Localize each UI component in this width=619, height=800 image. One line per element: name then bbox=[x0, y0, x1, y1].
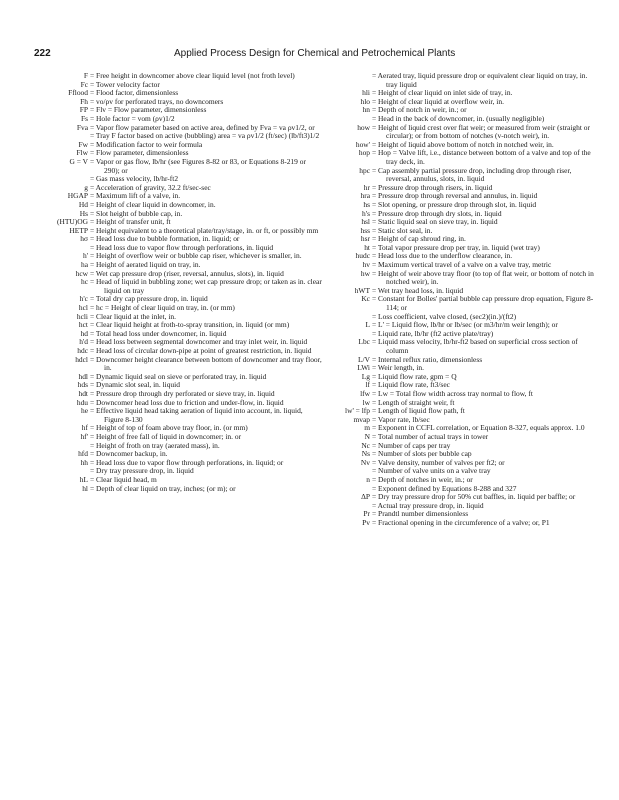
definition: = Liquid rate, lb/hr (ft2 active plate/tray) bbox=[372, 328, 494, 338]
definition: = Downcomer backup, in. bbox=[90, 449, 168, 459]
symbol: Fw bbox=[78, 139, 88, 149]
nomenclature-entry bbox=[326, 72, 596, 89]
symbol: Fva bbox=[76, 122, 88, 132]
symbol: Fs bbox=[80, 113, 88, 123]
symbol: h'd bbox=[79, 337, 88, 347]
definition: = Exponent in CCFL correlation, or Equation 8-327, equals approx. 1.0 bbox=[372, 423, 585, 433]
symbol: hWT bbox=[354, 285, 370, 295]
definition: = Head loss due to vapor flow through perforations, in. liquid bbox=[90, 242, 274, 252]
definition: = Liquid flow rate, gpm = Q bbox=[372, 371, 457, 381]
symbol: HGAP bbox=[67, 191, 88, 201]
definition: = Tray F factor based on active (bubbling) area = va ρv1/2 (ft/sec) (lb/ft3)1/2 bbox=[90, 131, 320, 141]
definition: = Depth of clear liquid on tray, inches; (or m); or bbox=[90, 483, 236, 493]
symbol: Pr bbox=[363, 509, 370, 519]
symbol: N bbox=[364, 431, 370, 441]
symbol: hcl bbox=[78, 303, 88, 313]
symbol: hl bbox=[82, 483, 88, 493]
symbol bbox=[30, 175, 90, 184]
definition: = Flood factor, dimensionless bbox=[90, 88, 179, 98]
symbol: LWi bbox=[357, 363, 370, 373]
definition: = Gas mass velocity, lb/hr-ft2 bbox=[90, 174, 179, 184]
symbol: hdl bbox=[78, 371, 88, 381]
symbol: hra bbox=[360, 191, 370, 201]
definition: = Hole factor = vom (ρv)1/2 bbox=[90, 113, 175, 123]
symbol: m bbox=[364, 423, 370, 433]
nomenclature-entry bbox=[326, 519, 596, 528]
symbol: lw bbox=[362, 397, 370, 407]
definition: = hc = Height of clear liquid on tray, in. (or mm) bbox=[90, 303, 235, 313]
definition: = Height of cap shroud ring, in. bbox=[372, 234, 466, 244]
definition: = Tower velocity factor bbox=[90, 79, 160, 89]
definition: = Head loss due to the underflow clearance, in. bbox=[372, 251, 513, 261]
definition: = Fractional opening in the circumference of a valve; or, P1 bbox=[372, 517, 550, 527]
definition: = Flv = Flow parameter, dimensionless bbox=[90, 105, 207, 115]
right-column bbox=[326, 72, 596, 527]
running-title: Applied Process Design for Chemical and Petrochemical Plants bbox=[174, 48, 456, 59]
symbol: hc bbox=[80, 277, 88, 287]
definition: = Head loss between segmental downcomer and tray inlet weir, in. liquid bbox=[90, 337, 308, 347]
definition: = Prandtl number dimensionless bbox=[372, 509, 469, 519]
definition: = Wet cap pressure drop (riser, reversal, annulus, slots), in. liquid bbox=[90, 268, 284, 278]
definition: = Head loss due to bubble formation, in. liquid; or bbox=[90, 234, 240, 244]
definition: = Height of clear liquid in downcomer, in. bbox=[90, 199, 216, 209]
definition: = Dry tray pressure drop for 50% cut baffles, in. liquid per baffle; or bbox=[372, 492, 576, 502]
symbol: hlo bbox=[360, 96, 370, 106]
symbol: lw' = lfp bbox=[345, 406, 370, 416]
definition: = Static liquid seal on sieve tray, in. liquid bbox=[372, 217, 498, 227]
definition: = Height of aerated liquid on tray, in. bbox=[90, 260, 201, 270]
symbol: Kc bbox=[361, 294, 370, 304]
nomenclature-entry bbox=[326, 295, 596, 312]
definition: = Acceleration of gravity, 32.2 ft/sec-sec bbox=[90, 182, 211, 192]
symbol: lfw bbox=[360, 388, 370, 398]
symbol: ΔP bbox=[361, 492, 370, 502]
symbol: Fc bbox=[80, 79, 88, 89]
page-number: 222 bbox=[34, 48, 51, 59]
definition: = Height equivalent to a theoretical plate/tray/stage, in. or ft, or possibly mm bbox=[90, 225, 319, 235]
definition: = Actual tray pressure drop, in. liquid bbox=[372, 500, 484, 510]
definition: = Hop = Valve lift, i.e., distance between bottom of a valve and top of the tray deck, in. bbox=[372, 148, 591, 166]
symbol: how' bbox=[355, 139, 370, 149]
symbol bbox=[30, 244, 90, 253]
nomenclature-entry bbox=[30, 467, 322, 476]
symbol: Nc bbox=[361, 440, 370, 450]
definition: = Height of clear liquid on inlet side of tray, in. bbox=[372, 88, 513, 98]
symbol: Lbc bbox=[358, 337, 370, 347]
symbol: Hd bbox=[78, 199, 88, 209]
symbol: hsl bbox=[361, 217, 370, 227]
symbol: how bbox=[357, 122, 370, 132]
symbol: hss bbox=[360, 225, 370, 235]
symbol: hfd bbox=[78, 449, 88, 459]
nomenclature-entry bbox=[30, 278, 322, 295]
symbol: Fh bbox=[80, 96, 88, 106]
definition: = Valve density, number of valves per ft2; or bbox=[372, 457, 505, 467]
symbol bbox=[326, 72, 372, 89]
symbol: hv bbox=[362, 260, 370, 270]
definition: = Height of transfer unit, ft bbox=[90, 217, 171, 227]
definition: = Dry tray pressure drop, in. liquid bbox=[90, 466, 194, 476]
definition: = Vapor flow parameter based on active area, defined by Fva = va ρv1/2, or bbox=[90, 122, 315, 132]
definition: = Vapor or gas flow, lb/hr (see Figures 8-82 or 83, or Equations 8-219 or 290); or bbox=[90, 156, 306, 175]
symbol: hcw bbox=[75, 268, 88, 278]
symbol: L/V bbox=[358, 354, 370, 364]
definition: = Height of liquid crest over flat weir; or measured from weir (straight or circular); or from bottom of notches (v-notch weir), in. bbox=[372, 122, 590, 141]
nomenclature-entry bbox=[30, 304, 322, 313]
definition: = Internal reflux ratio, dimensionless bbox=[372, 354, 483, 364]
definition: = Clear liquid height at froth-to-spray transition, in. liquid (or mm) bbox=[90, 320, 290, 330]
symbol: mvap bbox=[353, 414, 370, 424]
symbol: hs bbox=[363, 199, 370, 209]
symbol: hudc bbox=[355, 251, 370, 261]
symbol: h's bbox=[362, 208, 370, 218]
definition: = Maximum vertical travel of a valve on a valve tray, metric bbox=[372, 260, 552, 270]
symbol: h' bbox=[82, 251, 88, 261]
definition: = Pressure drop through dry slots, in. liquid bbox=[372, 208, 502, 218]
symbol: Hs bbox=[79, 208, 88, 218]
definition: = Length of liquid flow path, ft bbox=[372, 406, 465, 416]
symbol: hdu bbox=[76, 397, 88, 407]
nomenclature-entry bbox=[30, 407, 322, 424]
definition: = Pressure drop through reversal and annulus, in. liquid bbox=[372, 191, 538, 201]
left-column bbox=[30, 72, 322, 493]
symbol bbox=[326, 467, 372, 476]
definition: = Effective liquid head taking aeration of liquid into account, in. liquid, Figure 8-130 bbox=[90, 406, 303, 424]
definition: = Constant for Bolles' partial bubble cap pressure drop equation, Figure 8-114; or bbox=[372, 294, 594, 313]
symbol: HETP bbox=[69, 225, 88, 235]
definition: = Downcomer height clearance between bottom of downcomer and tray floor, in. bbox=[90, 354, 322, 373]
symbol: hr bbox=[363, 182, 370, 192]
symbol: L bbox=[365, 320, 370, 330]
symbol: h'c bbox=[79, 294, 88, 304]
definition: = Dynamic liquid seal on sieve or perforated tray, in. liquid bbox=[90, 371, 267, 381]
definition: = L' = Liquid flow, lb/hr or lb/sec (or m3/hr/m weir length); or bbox=[372, 320, 558, 330]
definition: = Flow parameter, dimensionless bbox=[90, 148, 189, 158]
symbol: hw bbox=[360, 268, 370, 278]
definition: = Height of froth on tray (aerated mass), in. bbox=[90, 440, 220, 450]
definition: = Depth of notches in weir, in.; or bbox=[372, 474, 473, 484]
symbol: hn bbox=[362, 105, 370, 115]
definition: = Number of valve units on a valve tray bbox=[372, 466, 491, 476]
nomenclature-entry bbox=[30, 72, 322, 81]
definition: = Height of liquid above bottom of notch in notched weir, in. bbox=[372, 139, 554, 149]
symbol: (HTU)OG bbox=[57, 217, 88, 227]
definition: = Head loss of circular down-pipe at point of greatest restriction, in. liquid bbox=[90, 346, 312, 355]
definition: = Number of slots per bubble cap bbox=[372, 449, 472, 459]
symbol: hcli bbox=[76, 311, 88, 321]
nomenclature-entry bbox=[30, 485, 322, 494]
symbol: hop bbox=[358, 148, 370, 158]
definition: = Wet tray head loss, in. liquid bbox=[372, 285, 464, 295]
symbol: hds bbox=[77, 380, 88, 390]
definition: = Total number of actual trays in tower bbox=[372, 431, 489, 441]
nomenclature-entry bbox=[326, 149, 596, 166]
symbol: hL bbox=[79, 474, 88, 484]
definition: = Liquid flow rate, ft3/sec bbox=[372, 380, 450, 390]
symbol: hdt bbox=[78, 388, 88, 398]
definition: = Head in the back of downcomer, in. (usually negligible) bbox=[372, 113, 545, 123]
definition: = Vapor rate, lb/sec bbox=[372, 414, 430, 424]
definition: = Pressure drop through risers, in. liquid bbox=[372, 182, 493, 192]
symbol: hd bbox=[80, 328, 88, 338]
definition: = Maximum lift of a valve, in. bbox=[90, 191, 181, 201]
definition: = Number of caps per tray bbox=[372, 440, 451, 450]
nomenclature-entry bbox=[326, 124, 596, 141]
symbol: Ns bbox=[361, 449, 370, 459]
definition: = Liquid mass velocity, lb/hr-ft2 based on superficial cross section of column bbox=[372, 337, 578, 355]
page-header bbox=[34, 48, 585, 64]
symbol: he bbox=[80, 406, 88, 416]
definition: = Pressure drop through dry perforated or sieve tray, in. liquid bbox=[90, 388, 275, 398]
definition: = Depth of notch in weir, in.; or bbox=[372, 105, 467, 115]
definition: = Lw = Total flow width across tray normal to flow, ft bbox=[372, 388, 533, 398]
symbol: hsr bbox=[360, 234, 370, 244]
definition: = Height of overflow weir or bubble cap riser, whichever is smaller, in. bbox=[90, 251, 302, 261]
definition: = vo/ρv for perforated trays, no downcomers bbox=[90, 96, 224, 106]
nomenclature-entry bbox=[30, 158, 322, 175]
definition: = Exponent defined by Equations 8-288 and 327 bbox=[372, 483, 517, 493]
symbol: Lg bbox=[361, 371, 370, 381]
nomenclature-entry bbox=[326, 338, 596, 355]
definition: = Weir length, in. bbox=[372, 363, 424, 373]
definition: = Total vapor pressure drop per tray, in. liquid (wet tray) bbox=[372, 242, 540, 252]
definition: = Slot height of bubble cap, in. bbox=[90, 208, 183, 218]
symbol: Flw bbox=[76, 148, 88, 158]
symbol: hf bbox=[81, 423, 88, 433]
definition: = Clear liquid head, m bbox=[90, 474, 157, 484]
nomenclature-entry bbox=[326, 167, 596, 184]
definition: = Aerated tray, liquid pressure drop or equivalent clear liquid on tray, in. tray liquid bbox=[372, 71, 588, 89]
symbol: hdcl bbox=[75, 354, 88, 364]
symbol: ha bbox=[80, 260, 88, 270]
definition: = Height of clear liquid at overflow weir, in. bbox=[372, 96, 504, 106]
symbol: hσ bbox=[80, 234, 88, 244]
definition: = Height of weir above tray floor (to top of flat weir, or bottom of notch in notched weir), in. bbox=[372, 268, 594, 287]
symbol: hdc bbox=[77, 346, 88, 355]
definition: = Total dry cap pressure drop, in. liquid bbox=[90, 294, 208, 304]
definition: = Height of top of foam above tray floor, in. (or mm) bbox=[90, 423, 248, 433]
symbol: hct bbox=[78, 320, 88, 330]
definition: = Clear liquid at the inlet, in. bbox=[90, 311, 176, 321]
symbol: hpc bbox=[359, 165, 370, 175]
symbol: F bbox=[83, 71, 88, 80]
definition: = Head loss due to vapor flow through perforations, in. liquid; or bbox=[90, 457, 284, 467]
definition: = Length of straight weir, ft bbox=[372, 397, 455, 407]
definition: = Static slot seal, in. bbox=[372, 225, 433, 235]
definition: = Head of liquid in bubbling zone; wet cap pressure drop; or taken as in. clear liquid on tray bbox=[90, 277, 322, 295]
symbol: hf' bbox=[80, 431, 88, 441]
nomenclature-entry bbox=[30, 442, 322, 451]
symbol: hli bbox=[362, 88, 370, 98]
symbol: hh bbox=[80, 457, 88, 467]
symbol: Fflood bbox=[68, 88, 88, 98]
definition: = Modification factor to weir formula bbox=[90, 139, 203, 149]
definition: = Loss coefficient, valve closed, (sec2)(in.)/(ft2) bbox=[372, 311, 517, 321]
nomenclature-entry bbox=[30, 356, 322, 373]
nomenclature-entry bbox=[326, 270, 596, 287]
symbol: G = V bbox=[69, 156, 88, 166]
symbol: Pv bbox=[362, 517, 370, 527]
definition: = Height of free fall of liquid in downcomer; in. or bbox=[90, 431, 242, 441]
symbol: g bbox=[84, 182, 88, 192]
definition: = Cap assembly partial pressure drop, including drop through riser, reversal, annulus, slots, in. liquid bbox=[372, 165, 572, 184]
symbol: ht bbox=[364, 242, 370, 252]
definition: = Total head loss under downcomer, in. liquid bbox=[90, 328, 227, 338]
symbol: Nv bbox=[360, 457, 370, 467]
nomenclature-entry bbox=[30, 106, 322, 115]
definition: = Slot opening, or pressure drop through slot, in. liquid bbox=[372, 199, 537, 209]
symbol: n bbox=[366, 474, 370, 484]
symbol: lf bbox=[365, 380, 370, 390]
definition: = Free height in downcomer above clear liquid level (not froth level) bbox=[90, 71, 295, 80]
symbol: FP bbox=[79, 105, 88, 115]
definition: = Downcomer head loss due to friction and under-flow, in. liquid bbox=[90, 397, 284, 407]
definition: = Dynamic slot seal, in. liquid bbox=[90, 380, 180, 390]
